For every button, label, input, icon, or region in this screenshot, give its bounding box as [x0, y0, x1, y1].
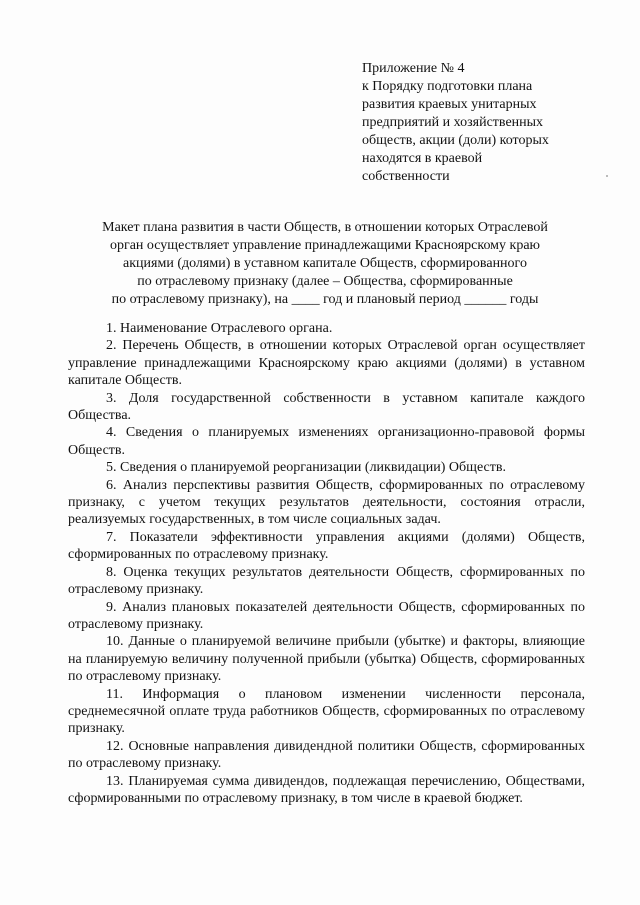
appendix-line: собственности: [362, 169, 450, 184]
list-item: 5. Сведения о планируемой реорганизации (ликвидации) Обществ.: [106, 460, 506, 476]
list-item: 2. Перечень Обществ, в отношении которых Отраслевой орган осуществляет управление принадлежащими Красноярскому краю акциями (долями) в уставном капитале Обществ.: [68, 338, 585, 389]
document-title: [60, 219, 590, 309]
appendix-line: к Порядку подготовки плана: [362, 79, 533, 94]
appendix-line: Приложение № 4: [362, 61, 465, 76]
list-item: 4. Сведения о планируемых изменениях организационно-правовой формы Обществ.: [68, 425, 585, 458]
title-line: по отраслевому признаку (далее – Общества, сформированные: [137, 274, 513, 289]
list-item: 6. Анализ перспективы развития Обществ, сформированных по отраслевому признаку, с учетом текущих результатов деятельности, состояния отрасли, реализуемых государственных, в том числе социальных задач.: [68, 477, 585, 528]
list-item: 10. Данные о планируемой величине прибыли (убытке) и факторы, влияющие на планируемую величину полученной прибыли (убытка) Обществ, сформированных по отраслевому признаку.: [68, 634, 585, 685]
appendix-header: [362, 60, 602, 186]
appendix-line: обществ, акции (доли) которых: [362, 133, 549, 148]
appendix-line: находятся в краевой: [362, 151, 483, 166]
list-item: 8. Оценка текущих результатов деятельности Обществ, сформированных по отраслевому признаку.: [68, 564, 585, 598]
scan-speck: [606, 175, 608, 177]
list-item: 9. Анализ плановых показателей деятельности Обществ, сформированных по отраслевому признаку.: [68, 599, 585, 632]
appendix-line: предприятий и хозяйственных: [362, 115, 544, 130]
list-item: 7. Показатели эффективности управления акциями (долями) Обществ, сформированных по отраслевому признаку.: [68, 529, 585, 563]
list-item: 3. Доля государственной собственности в уставном капитале каждого Общества.: [68, 390, 585, 424]
title-line: Макет плана развития в части Обществ, в отношении которых Отраслевой: [102, 220, 548, 235]
list-item: 13. Планируемая сумма дивидендов, подлежащая перечислению, Обществами, сформированными по отраслевому признаку, в том числе в краевой бюджет.: [68, 773, 585, 806]
appendix-line: развития краевых унитарных: [362, 97, 537, 112]
plan-items-list: [68, 320, 585, 807]
title-line: орган осуществляет управление принадлежащими Красноярскому краю: [109, 238, 541, 253]
title-line: акциями (долями) в уставном капитале Обществ, сформированного: [123, 256, 527, 271]
list-item: 1. Наименование Отраслевого органа.: [106, 321, 333, 336]
list-item: 11. Информация о плановом изменении численности персонала, среднемесячной оплате труда работников Обществ, сформированных по отраслевому признаку.: [68, 686, 585, 737]
list-item: 12. Основные направления дивидендной политики Обществ, сформированных по отраслевому признаку.: [68, 738, 585, 772]
title-line: по отраслевому признаку), на ____ год и плановый период ______ годы: [111, 292, 539, 307]
